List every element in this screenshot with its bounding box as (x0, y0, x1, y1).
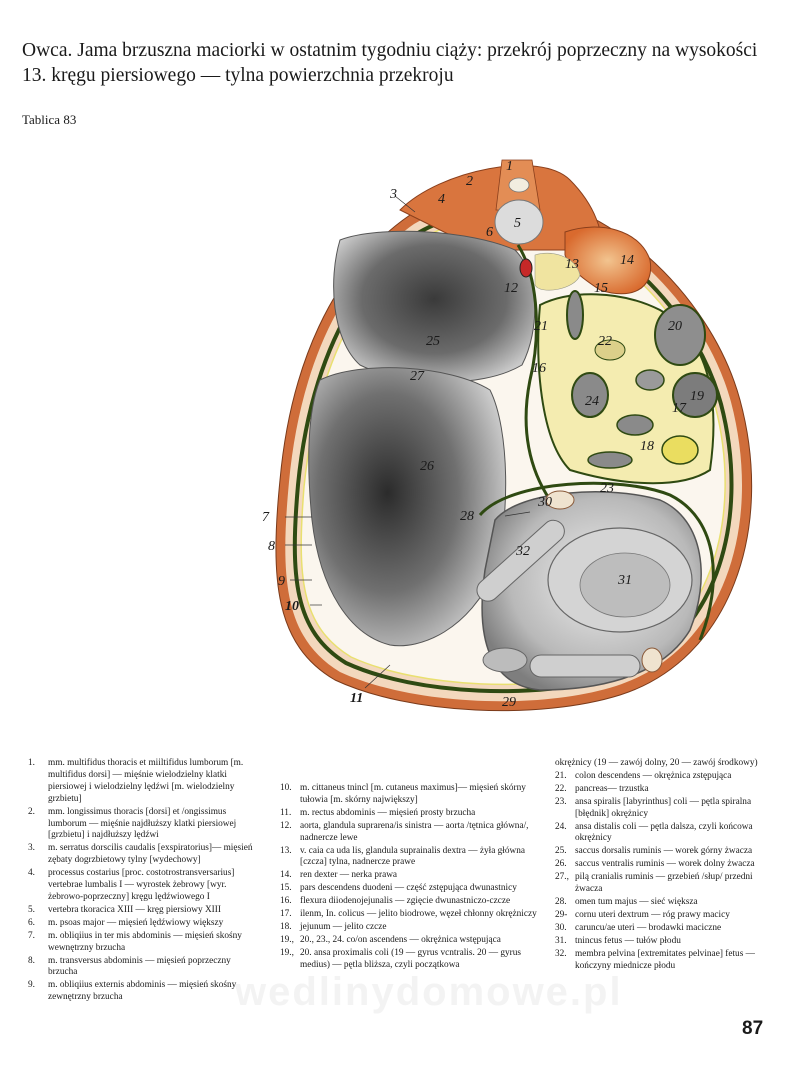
legend-item: 14. ren dexter — nerka prawa (280, 870, 398, 881)
figure-label-13: 13 (565, 257, 579, 272)
legend-column-2 (280, 783, 542, 973)
legend-item: 32. membra pelvina [extremitates pelvinae] fetus — kończyny miednicze płodu (555, 948, 755, 971)
figure-label-27: 27 (410, 369, 424, 384)
legend-item: 15. pars descendens duodeni — część zstępująca dwunastnicy (280, 883, 517, 894)
figure-label-5: 5 (514, 216, 521, 231)
legend-item: 23. ansa spiralis [labyrinthus] coli — pętla spiralna [błędnik] okrężnicy (555, 796, 752, 819)
page-number: 87 (742, 1018, 764, 1039)
legend-item: 26. saccus ventralis ruminis — worek dolny żwacza (555, 859, 755, 870)
legend-item: 9. m. obliqiius externis abdominis — mięsień skośny zewnętrzny brzucha (28, 980, 237, 1003)
figure-label-6: 6 (486, 225, 493, 240)
legend-item: 24. ansa distalis coli — pętla dalsza, czyli końcowa okrężnicy (555, 821, 753, 844)
figure-label-22: 22 (598, 334, 612, 349)
legend-item: 25. saccus dorsalis ruminis — worek górny żwacza (555, 846, 753, 857)
figure-label-31: 31 (618, 573, 632, 588)
figure-label-29: 29 (502, 695, 516, 710)
legend-continuation: okrężnicy (19 — zawój dolny, 20 — zawój środkowy) (555, 758, 758, 768)
legend-item: 28. omen tum majus — sieć większa (555, 896, 698, 907)
figure-label-20: 20 (668, 319, 682, 334)
figure-label-18: 18 (640, 439, 654, 454)
legend-item: 13. v. caia ca uda lis, glandula suprainalis dextra — żyła główna [czcza] tylna, nadnercze prawe (280, 845, 526, 868)
figure-label-7: 7 (262, 510, 269, 525)
fetus-limb-lower (530, 655, 640, 677)
legend-item: 19., 20. ansa proximalis coli (19 — gyrus vcntralis. 20 — gyrus medius) — pętla bliższa, czyli początkowa (280, 947, 522, 970)
figure-label-14: 14 (620, 253, 634, 268)
legend-item: 8. m. transversus abdominis — mięsień poprzeczny brzucha (28, 955, 231, 978)
figure-label-10: 10 (285, 599, 299, 614)
cross-section-svg (240, 140, 800, 720)
figure-label-24: 24 (585, 394, 599, 409)
figure-label-21: 21 (534, 319, 548, 334)
figure-label-15: 15 (594, 281, 608, 296)
page-title: Owca. Jama brzuszna maciorki w ostatnim tygodniu ciąży: przekrój poprzeczny na wysokości 13. kręgu piersiowego — tylna powierzchnia przekroju (22, 40, 758, 86)
legend-item: 10. m. cittaneus tnincl [m. cutaneus maximus]— mięsień skórny tułowia [m. skórny największy] (280, 783, 526, 805)
legend-item: 2. mm. longissimus thoracis [dorsi] et /ongissimus lumborum — mięśnie najdłuższy klatki piersiowej [grzbietu] i najdłuższy lędźwi (28, 806, 237, 841)
legend-item: 22. pancreas— trzustka (555, 783, 649, 794)
figure-label-11: 11 (350, 691, 364, 706)
figure-label-3: 3 (390, 187, 397, 202)
figure-label-17: 17 (672, 401, 686, 416)
legend-item: 30. caruncu/ae uteri — brodawki maciczne (555, 922, 722, 933)
legend-column-1 (28, 758, 258, 1005)
legend-item: 12. aorta, glandula suprarena/is sinistra — aorta /tętnica główna/, nadnercze lewe (280, 820, 529, 843)
figure-label-19: 19 (690, 389, 704, 404)
legend-item: 1. mm. multifidus thoracis et miiltifidus lumborum [m. multifidus dorsi] — mięśnie wielodzielny klatki piersiowej i wielodzielny lędźwi [m. wielodzielny grzbietu] (28, 758, 244, 804)
figure-label-28: 28 (460, 509, 474, 524)
figure-label-12: 12 (504, 281, 518, 296)
legend-item: 6. m. psoas major — mięsień lędźwiowy większy (28, 917, 224, 928)
figure-label-32: 32 (516, 544, 530, 559)
legend-item: 3. m. serratus dorscilis caudalis [exspiratorius]— mięsień zębaty dogrzbietowy tylny [wydechowy] (28, 843, 253, 866)
figure-label-26: 26 (420, 459, 434, 474)
watermark: wedlinydomowe.pl (235, 970, 623, 1014)
rumen-dorsal-sac (334, 231, 535, 382)
legend-item: 21. colon descendens — okrężnica zstępująca (555, 770, 732, 781)
plate-number: Tablica 83 (22, 112, 77, 127)
legend-item: 29- cornu uteri dextrum — róg prawy macicy (555, 909, 730, 920)
legend-item: 5. vertebra tkoracica XIII — kręg piersiowy XIII (28, 904, 221, 915)
cross-section-illustration (240, 140, 800, 720)
figure-label-9: 9 (278, 574, 285, 589)
legend-item: 18. jejunum — jelito czcze (280, 921, 387, 932)
legend-item: 11. m. rectus abdominis — mięsień prosty brzucha (280, 807, 476, 818)
figure-label-8: 8 (268, 539, 275, 554)
legend-item: 27., pilą cranialis ruminis — grzebień /słup/ przedni żwacza (555, 872, 753, 895)
figure-label-2: 2 (466, 174, 473, 189)
aorta (520, 259, 532, 277)
figure-label-23: 23 (600, 481, 614, 496)
intestinal-mass (538, 291, 717, 483)
legend-column-3 (555, 758, 775, 973)
legend-item: 19., 20., 23., 24. co/on ascendens — okrężnica wstępująca (280, 934, 501, 945)
figure-label-4: 4 (438, 192, 445, 207)
legend-item: 31. tnincus fetus — tułów płodu (555, 935, 681, 946)
figure-label-1: 1 (506, 159, 513, 174)
legend-item: 17. ilenm, In. colicus — jelito biodrowe, węzeł chłonny okrężniczy (280, 909, 537, 920)
figure-label-16: 16 (532, 361, 546, 376)
legend-item: 7. m. obliqiius in ter mis abdominis — mięsień skośny wewnętrzny brzucha (28, 930, 242, 953)
figure-label-30: 30 (538, 495, 552, 510)
legend-item: 16. flexura diiodenojejunalis — zgięcie dwunastniczo-czcze (280, 896, 511, 907)
figure-label-25: 25 (426, 334, 440, 349)
legend-item: 4. processus costarius [proc. costotrostransversarius] vertebrae lumbalis I — wyrostek żebrowy [wyr. żebrowo-poprzeczny] kręgu lędźwiowego I (28, 868, 235, 902)
